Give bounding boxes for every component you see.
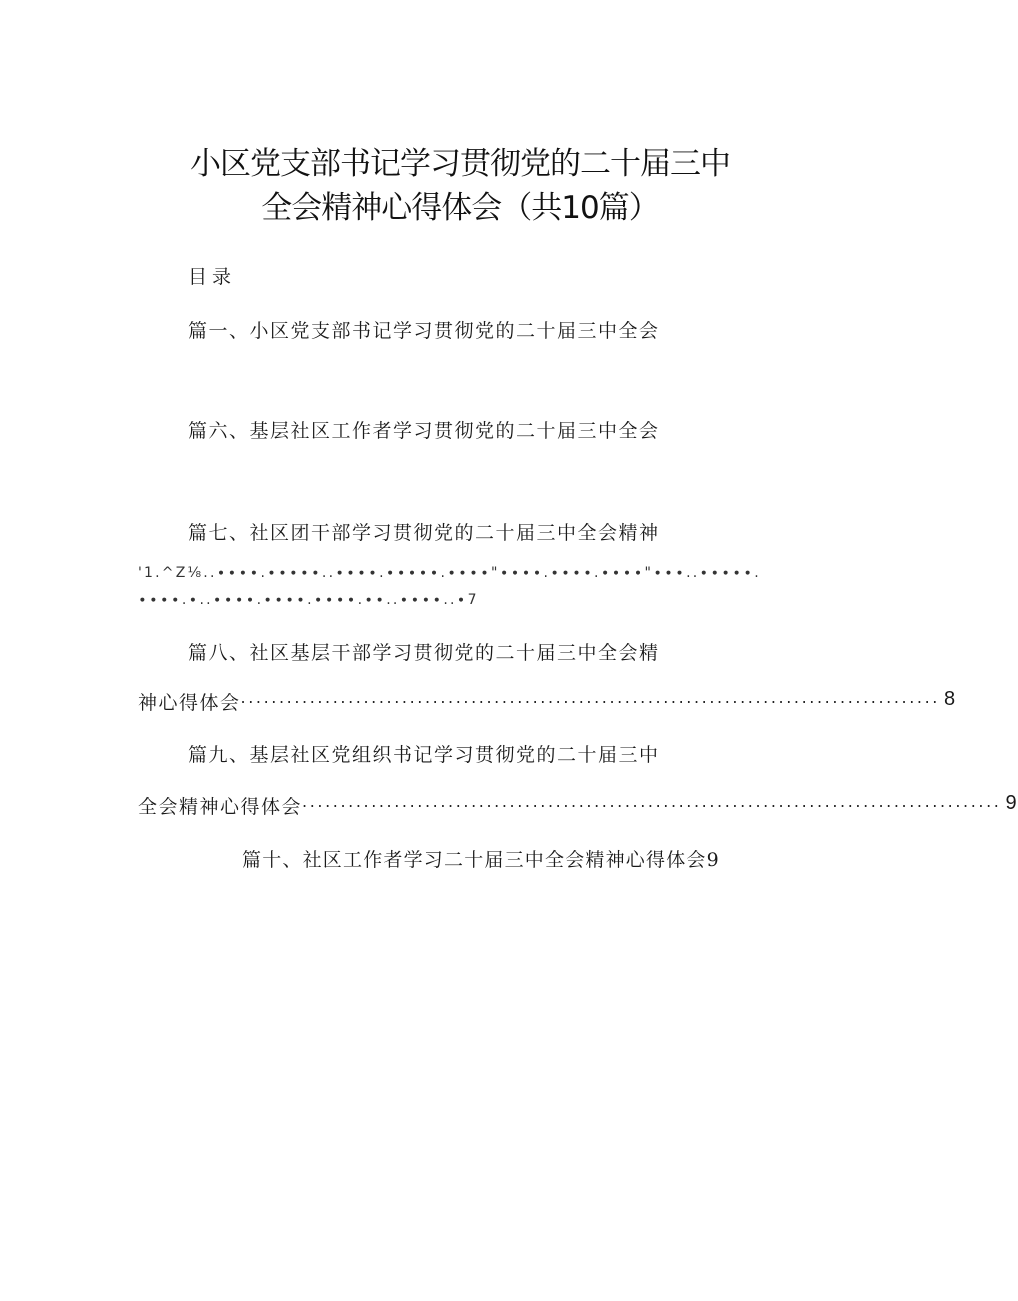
toc-entry-9-line1: 篇九、基层社区党组织书记学习贯彻党的二十届三中 <box>188 744 660 766</box>
toc-entry-9-line2 <box>138 792 1018 819</box>
toc-entry-7-line1: 篇七、社区团干部学习贯彻党的二十届三中全会精神 <box>188 522 660 544</box>
toc-entry-10: 篇十、社区工作者学习二十届三中全会精神心得体会9 <box>242 849 720 871</box>
toc-entry-6: 篇六、基层社区工作者学习贯彻党的二十届三中全会 <box>188 420 660 442</box>
toc-entry-1: 篇一、小区党支部书记学习贯彻党的二十届三中全会 <box>188 320 660 342</box>
toc-entry-9-text: 全会精神心得体会 <box>138 796 303 818</box>
toc-entry-7-line3: ∙∙∙∙.∙..∙∙∙∙.∙∙∙∙.∙∙∙∙.∙∙..∙∙∙∙..∙7 <box>138 592 479 608</box>
document-title-line2: 全会精神心得体会（共10篇） <box>261 190 659 226</box>
toc-entry-8-line2 <box>138 688 957 715</box>
document-title-line1: 小区党支部书记学习贯彻党的二十届三中 <box>190 146 730 182</box>
toc-entry-8-text: 神心得体会 <box>138 692 241 714</box>
toc-entry-8-line1: 篇八、社区基层干部学习贯彻党的二十届三中全会精 <box>188 642 660 664</box>
toc-leader-dots: ........................................................................................... <box>302 792 1002 811</box>
toc-heading: 目录 <box>188 266 237 288</box>
toc-entry-7-line2: '1.^Z⅛..∙∙∙∙.∙∙∙∙∙..∙∙∙∙.∙∙∙∙∙.∙∙∙∙"∙∙∙∙.∙∙∙∙.∙∙∙∙"∙∙∙..∙∙∙∙∙. <box>138 565 761 581</box>
toc-leader-dots: ........................................................................................... <box>240 688 940 707</box>
toc-entry-9-page: 9 <box>1005 792 1018 814</box>
toc-entry-8-page: 8 <box>943 688 957 710</box>
